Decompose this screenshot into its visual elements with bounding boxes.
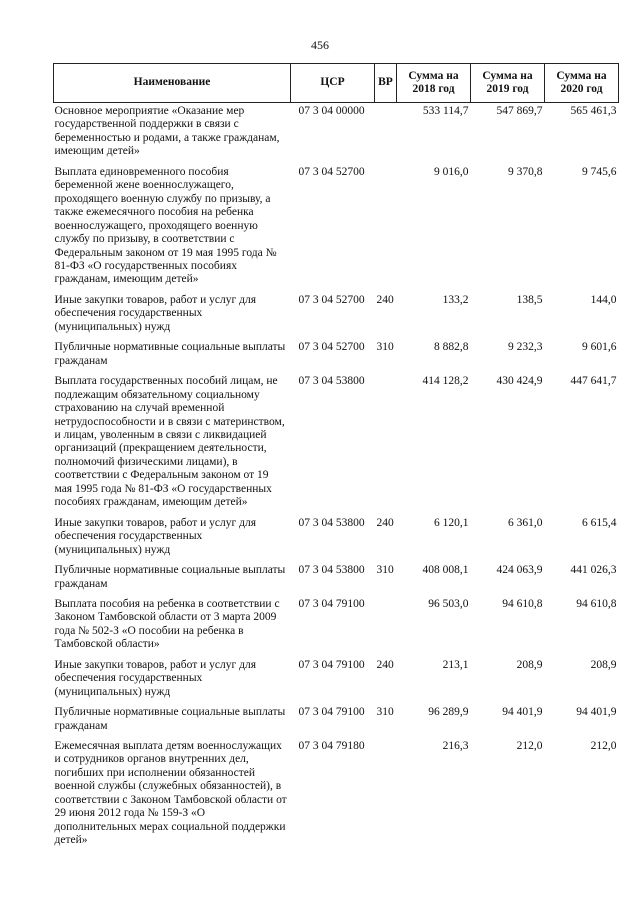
row-csr: 07 3 04 79100 <box>298 597 365 610</box>
row-sum-2018: 96 503,0 <box>428 597 469 610</box>
row-sum-2020: 208,9 <box>590 658 617 671</box>
table-row <box>54 596 619 657</box>
table-row <box>54 738 619 853</box>
row-sum-2018: 9 016,0 <box>434 165 469 178</box>
row-sum-2019: 430 424,9 <box>496 375 543 388</box>
row-sum-2020: 94 610,8 <box>576 597 617 610</box>
header-2019: Сумма на 2019 год <box>471 64 545 103</box>
row-sum-2019: 94 401,9 <box>502 706 543 719</box>
header-vr: ВР <box>375 64 397 103</box>
row-sum-2019: 208,9 <box>516 658 543 671</box>
row-name: Иные закупки товаров, работ и услуг для обеспечения государственных (муниципальных) нужд <box>54 293 256 333</box>
row-sum-2020: 6 615,4 <box>582 516 617 529</box>
row-csr: 07 3 04 52700 <box>298 165 365 178</box>
row-sum-2020: 565 461,3 <box>570 105 617 117</box>
row-csr: 07 3 04 52700 <box>298 293 365 306</box>
row-sum-2018: 133,2 <box>442 293 469 306</box>
row-csr: 07 3 04 53800 <box>298 375 365 388</box>
row-sum-2020: 144,0 <box>590 293 617 306</box>
row-vr: 310 <box>376 706 394 719</box>
row-csr: 07 3 04 53800 <box>298 516 365 529</box>
table-row <box>54 339 619 373</box>
row-vr <box>375 373 397 515</box>
row-sum-2018: 533 114,7 <box>422 105 469 117</box>
header-2020: Сумма на 2020 год <box>545 64 619 103</box>
row-sum-2020: 94 401,9 <box>576 706 617 719</box>
row-vr: 310 <box>376 341 394 354</box>
table-row <box>54 562 619 596</box>
row-vr: 240 <box>376 293 394 306</box>
row-vr: 240 <box>376 516 394 529</box>
row-name: Ежемесячная выплата детям военнослужащих и сотрудников органов внутренних дел, погибших при исполнении обязанностей военной службы (служебных обязанностей), в соответствии с Законом Тамбовской области от 29 июня 2012 года № 159-З «О дополнительных мерах социальной поддержки детей» <box>54 740 287 847</box>
table-body <box>54 103 619 853</box>
row-sum-2019: 6 361,0 <box>508 516 543 529</box>
row-sum-2019: 138,5 <box>516 293 543 306</box>
row-sum-2019: 9 232,3 <box>508 341 543 354</box>
row-sum-2018: 414 128,2 <box>422 375 469 388</box>
row-name: Публичные нормативные социальные выплаты гражданам <box>54 706 286 732</box>
row-name: Выплата пособия на ребенка в соответствии с Законом Тамбовской области от 3 марта 2009 года № 502-З «О пособии на ребенка в Тамбовской области» <box>54 597 280 651</box>
header-name: Наименование <box>54 64 291 103</box>
table-row <box>54 164 619 292</box>
row-name: Иные закупки товаров, работ и услуг для обеспечения государственных (муниципальных) нужд <box>54 516 256 556</box>
row-vr <box>375 738 397 853</box>
row-sum-2020: 447 641,7 <box>570 375 617 388</box>
row-name: Основное мероприятие «Оказание мер государственной поддержки в связи с беременностью и родами, а также гражданам, имеющим детей» <box>54 105 280 158</box>
row-sum-2018: 408 008,1 <box>422 564 469 577</box>
row-csr: 07 3 04 00000 <box>298 105 365 117</box>
row-sum-2020: 9 601,6 <box>582 341 617 354</box>
row-sum-2019: 94 610,8 <box>502 597 543 610</box>
row-name: Выплата единовременного пособия беременной жене военнослужащего, проходящего военную службу по призыву, а также ежемесячного пособия на ребенка военнослужащего, проходящего военную службу по призыву, в соответствии с Федеральным законом от 19 мая 1995 года № 81-ФЗ «О государственных пособиях гражданам, имеющим детей» <box>54 165 277 286</box>
row-vr <box>375 164 397 292</box>
header-csr: ЦСР <box>291 64 375 103</box>
row-name: Иные закупки товаров, работ и услуг для обеспечения государственных (муниципальных) нужд <box>54 658 256 698</box>
row-csr: 07 3 04 79180 <box>298 740 365 753</box>
row-sum-2018: 213,1 <box>442 658 469 671</box>
row-sum-2019: 9 370,8 <box>508 165 543 178</box>
row-csr: 07 3 04 53800 <box>298 564 365 577</box>
row-sum-2018: 6 120,1 <box>434 516 469 529</box>
row-sum-2019: 424 063,9 <box>496 564 543 577</box>
row-vr: 240 <box>376 658 394 671</box>
row-name: Публичные нормативные социальные выплаты гражданам <box>54 341 286 367</box>
table-row <box>54 103 619 164</box>
row-name: Публичные нормативные социальные выплаты гражданам <box>54 564 286 590</box>
table-row <box>54 292 619 339</box>
table-row <box>54 515 619 562</box>
row-csr: 07 3 04 79100 <box>298 706 365 719</box>
row-vr <box>375 596 397 657</box>
table-row <box>54 657 619 704</box>
row-sum-2018: 8 882,8 <box>434 341 469 354</box>
row-vr <box>375 103 397 164</box>
page-number: 456 <box>311 38 329 52</box>
row-sum-2019: 212,0 <box>516 740 543 753</box>
header-2018: Сумма на 2018 год <box>397 64 471 103</box>
row-csr: 07 3 04 52700 <box>298 341 365 354</box>
row-sum-2020: 212,0 <box>590 740 617 753</box>
table-row <box>54 373 619 515</box>
table-row <box>54 704 619 738</box>
row-sum-2019: 547 869,7 <box>496 105 543 117</box>
row-vr: 310 <box>376 564 394 577</box>
row-name: Выплата государственных пособий лицам, не подлежащим обязательному социальному страхованию на случай временной нетрудоспособности и в связи с материнством, и лицам, уволенным в связи с ликвидацией организаций (прекращением деятельности, полномочий физическими лицами), в соответствии с Федеральным законом от 19 мая 1995 года № 81-ФЗ «О государственных пособиях гражданам, имеющим детей» <box>54 375 285 509</box>
row-csr: 07 3 04 79100 <box>298 658 365 671</box>
row-sum-2018: 216,3 <box>442 740 469 753</box>
table-header-row <box>54 64 619 103</box>
row-sum-2020: 9 745,6 <box>582 165 617 178</box>
budget-table <box>53 63 619 853</box>
row-sum-2018: 96 289,9 <box>428 706 469 719</box>
row-sum-2020: 441 026,3 <box>570 564 617 577</box>
